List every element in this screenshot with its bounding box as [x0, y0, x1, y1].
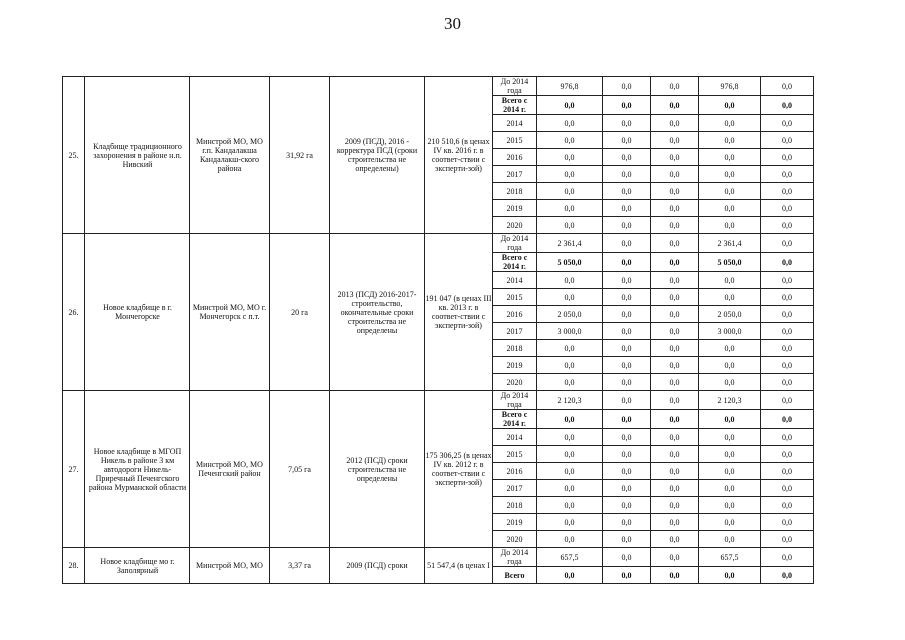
year-label: 2016: [493, 306, 537, 323]
amount-cell: 0,0: [651, 166, 699, 183]
year-label: Всего с 2014 г.: [493, 253, 537, 272]
amount-cell: 0,0: [603, 374, 651, 391]
amount-cell: 0,0: [699, 567, 761, 584]
object-customer: Минстрой МО, МО г. Мончегорск с п.т.: [190, 234, 270, 391]
amount-cell: 0,0: [651, 446, 699, 463]
year-label: 2017: [493, 323, 537, 340]
amount-cell: 0,0: [603, 289, 651, 306]
amount-cell: 0,0: [651, 429, 699, 446]
amount-cell: 5 050,0: [699, 253, 761, 272]
amount-cell: 0,0: [537, 514, 603, 531]
object-period: 2009 (ПСД) сроки: [330, 548, 425, 584]
object-number: 25.: [63, 77, 85, 234]
amount-cell: 0,0: [761, 115, 814, 132]
amount-cell: 0,0: [603, 306, 651, 323]
amount-cell: 0,0: [603, 514, 651, 531]
amount-cell: 2 361,4: [537, 234, 603, 253]
amount-cell: 0,0: [537, 132, 603, 149]
amount-cell: 0,0: [699, 497, 761, 514]
amount-cell: 0,0: [651, 183, 699, 200]
object-area: 20 га: [270, 234, 330, 391]
amount-cell: 0,0: [603, 446, 651, 463]
amount-cell: 2 120,3: [699, 391, 761, 410]
amount-cell: 0,0: [699, 531, 761, 548]
amount-cell: 0,0: [761, 357, 814, 374]
amount-cell: 0,0: [603, 391, 651, 410]
year-label: 2017: [493, 480, 537, 497]
object-customer: Минстрой МО, МО г.п. Кандалакша Кандалакш-ского района: [190, 77, 270, 234]
object-customer: Минстрой МО, МО Печенгский район: [190, 391, 270, 548]
amount-cell: 0,0: [761, 497, 814, 514]
table-row: [63, 234, 814, 253]
amount-cell: 0,0: [603, 149, 651, 166]
year-label: Всего с 2014 г.: [493, 410, 537, 429]
object-period: 2009 (ПСД), 2016 - корректура ПСД (сроки строительства не определены): [330, 77, 425, 234]
amount-cell: 0,0: [699, 410, 761, 429]
amount-cell: 0,0: [761, 289, 814, 306]
amount-cell: 5 050,0: [537, 253, 603, 272]
amount-cell: 0,0: [603, 234, 651, 253]
amount-cell: 0,0: [699, 514, 761, 531]
amount-cell: 0,0: [761, 166, 814, 183]
amount-cell: 0,0: [603, 77, 651, 96]
amount-cell: 0,0: [537, 272, 603, 289]
budget-table: [62, 76, 814, 584]
amount-cell: 0,0: [761, 217, 814, 234]
amount-cell: 0,0: [603, 531, 651, 548]
amount-cell: 0,0: [651, 374, 699, 391]
amount-cell: 0,0: [761, 253, 814, 272]
amount-cell: 0,0: [761, 96, 814, 115]
amount-cell: 0,0: [761, 340, 814, 357]
amount-cell: 0,0: [699, 272, 761, 289]
table-row: [63, 548, 814, 567]
year-label: 2014: [493, 115, 537, 132]
amount-cell: 0,0: [651, 200, 699, 217]
year-label: 2020: [493, 531, 537, 548]
year-label: 2020: [493, 217, 537, 234]
amount-cell: 0,0: [699, 429, 761, 446]
amount-cell: 657,5: [537, 548, 603, 567]
amount-cell: 0,0: [603, 200, 651, 217]
amount-cell: 0,0: [761, 200, 814, 217]
amount-cell: 0,0: [699, 480, 761, 497]
year-label: 2014: [493, 272, 537, 289]
amount-cell: 0,0: [651, 410, 699, 429]
year-label: 2015: [493, 132, 537, 149]
amount-cell: 0,0: [603, 253, 651, 272]
amount-cell: 0,0: [651, 217, 699, 234]
amount-cell: 0,0: [537, 480, 603, 497]
amount-cell: 0,0: [603, 132, 651, 149]
amount-cell: 0,0: [651, 391, 699, 410]
amount-cell: 0,0: [537, 149, 603, 166]
amount-cell: 0,0: [537, 289, 603, 306]
amount-cell: 0,0: [603, 166, 651, 183]
amount-cell: 0,0: [761, 77, 814, 96]
amount-cell: 0,0: [651, 132, 699, 149]
amount-cell: 0,0: [699, 96, 761, 115]
object-name: Новое кладбище в МГОП Никель в районе 3 км автодороги Никель-Приречный Печенгского района Мурманской области: [85, 391, 190, 548]
year-label: 2014: [493, 429, 537, 446]
amount-cell: 3 000,0: [699, 323, 761, 340]
amount-cell: 0,0: [699, 149, 761, 166]
amount-cell: 657,5: [699, 548, 761, 567]
amount-cell: 0,0: [603, 217, 651, 234]
budget-table-body: [63, 77, 814, 584]
object-name: Новое кладбище мо г. Заполярный: [85, 548, 190, 584]
amount-cell: 0,0: [537, 200, 603, 217]
object-area: 7,05 га: [270, 391, 330, 548]
amount-cell: 0,0: [603, 183, 651, 200]
object-cost: 191 047 (в ценах III кв. 2013 г. в соответ-ствии с эксперти-зой): [425, 234, 493, 391]
amount-cell: 0,0: [603, 96, 651, 115]
amount-cell: 0,0: [651, 115, 699, 132]
object-area: 31,92 га: [270, 77, 330, 234]
year-label: До 2014 года: [493, 77, 537, 96]
amount-cell: 0,0: [537, 115, 603, 132]
year-label: 2016: [493, 149, 537, 166]
amount-cell: 0,0: [651, 548, 699, 567]
amount-cell: 0,0: [651, 253, 699, 272]
amount-cell: 0,0: [761, 548, 814, 567]
amount-cell: 0,0: [651, 306, 699, 323]
object-name: Кладбище традиционного захоронения в районе н.п. Нивский: [85, 77, 190, 234]
amount-cell: 2 050,0: [699, 306, 761, 323]
amount-cell: 0,0: [603, 463, 651, 480]
amount-cell: 0,0: [537, 410, 603, 429]
amount-cell: 0,0: [761, 480, 814, 497]
amount-cell: 0,0: [537, 183, 603, 200]
amount-cell: 0,0: [699, 357, 761, 374]
amount-cell: 0,0: [537, 374, 603, 391]
amount-cell: 0,0: [651, 463, 699, 480]
amount-cell: 0,0: [651, 272, 699, 289]
amount-cell: 0,0: [761, 374, 814, 391]
amount-cell: 0,0: [537, 166, 603, 183]
object-cost: 51 547,4 (в ценах I: [425, 548, 493, 584]
amount-cell: 0,0: [699, 115, 761, 132]
amount-cell: 0,0: [537, 96, 603, 115]
amount-cell: 0,0: [651, 234, 699, 253]
amount-cell: 976,8: [699, 77, 761, 96]
amount-cell: 0,0: [761, 272, 814, 289]
year-label: 2019: [493, 357, 537, 374]
amount-cell: 0,0: [699, 289, 761, 306]
amount-cell: 0,0: [651, 514, 699, 531]
amount-cell: 0,0: [699, 132, 761, 149]
amount-cell: 0,0: [761, 567, 814, 584]
amount-cell: 2 361,4: [699, 234, 761, 253]
amount-cell: 0,0: [761, 514, 814, 531]
page-number: 30: [444, 14, 461, 33]
object-customer: Минстрой МО, МО: [190, 548, 270, 584]
amount-cell: 0,0: [603, 272, 651, 289]
year-label: Всего: [493, 567, 537, 584]
amount-cell: 0,0: [651, 323, 699, 340]
amount-cell: 0,0: [603, 429, 651, 446]
year-label: 2019: [493, 514, 537, 531]
amount-cell: 0,0: [537, 340, 603, 357]
amount-cell: 0,0: [537, 531, 603, 548]
year-label: 2018: [493, 183, 537, 200]
amount-cell: 0,0: [651, 77, 699, 96]
amount-cell: 0,0: [537, 446, 603, 463]
amount-cell: 0,0: [699, 446, 761, 463]
amount-cell: 0,0: [651, 357, 699, 374]
amount-cell: 0,0: [761, 234, 814, 253]
amount-cell: 0,0: [603, 323, 651, 340]
amount-cell: 0,0: [761, 149, 814, 166]
amount-cell: 0,0: [651, 497, 699, 514]
amount-cell: 0,0: [761, 531, 814, 548]
amount-cell: 0,0: [537, 429, 603, 446]
amount-cell: 0,0: [651, 289, 699, 306]
amount-cell: 0,0: [651, 480, 699, 497]
object-number: 26.: [63, 234, 85, 391]
amount-cell: 2 050,0: [537, 306, 603, 323]
amount-cell: 0,0: [537, 217, 603, 234]
amount-cell: 976,8: [537, 77, 603, 96]
amount-cell: 2 120,3: [537, 391, 603, 410]
amount-cell: 0,0: [651, 149, 699, 166]
amount-cell: 0,0: [761, 391, 814, 410]
amount-cell: 0,0: [699, 340, 761, 357]
amount-cell: 0,0: [651, 96, 699, 115]
year-label: До 2014 года: [493, 234, 537, 253]
object-period: 2013 (ПСД) 2016-2017- строительство, окончательные сроки строительства не определены: [330, 234, 425, 391]
amount-cell: 0,0: [603, 548, 651, 567]
amount-cell: 0,0: [603, 340, 651, 357]
amount-cell: 0,0: [699, 183, 761, 200]
object-number: 27.: [63, 391, 85, 548]
amount-cell: 0,0: [603, 115, 651, 132]
amount-cell: 0,0: [603, 497, 651, 514]
year-label: 2018: [493, 497, 537, 514]
year-label: 2017: [493, 166, 537, 183]
amount-cell: 0,0: [537, 463, 603, 480]
year-label: До 2014 года: [493, 391, 537, 410]
amount-cell: 0,0: [761, 323, 814, 340]
amount-cell: 0,0: [537, 497, 603, 514]
object-number: 28.: [63, 548, 85, 584]
year-label: 2016: [493, 463, 537, 480]
object-period: 2012 (ПСД) сроки строительства не определены: [330, 391, 425, 548]
object-cost: 175 306,25 (в ценах IV кв. 2012 г. в соответ-ствии с эксперти-зой): [425, 391, 493, 548]
amount-cell: 0,0: [699, 200, 761, 217]
year-label: 2020: [493, 374, 537, 391]
amount-cell: 0,0: [603, 357, 651, 374]
amount-cell: 3 000,0: [537, 323, 603, 340]
object-area: 3,37 га: [270, 548, 330, 584]
amount-cell: 0,0: [699, 217, 761, 234]
amount-cell: 0,0: [603, 567, 651, 584]
table-row: [63, 77, 814, 96]
amount-cell: 0,0: [699, 166, 761, 183]
amount-cell: 0,0: [603, 410, 651, 429]
amount-cell: 0,0: [761, 410, 814, 429]
amount-cell: 0,0: [651, 340, 699, 357]
object-cost: 210 510,6 (в ценах IV кв. 2016 г. в соответ-ствии с эксперти-зой): [425, 77, 493, 234]
amount-cell: 0,0: [761, 132, 814, 149]
year-label: 2015: [493, 446, 537, 463]
year-label: 2019: [493, 200, 537, 217]
amount-cell: 0,0: [537, 567, 603, 584]
amount-cell: 0,0: [651, 531, 699, 548]
amount-cell: 0,0: [537, 357, 603, 374]
year-label: Всего с 2014 г.: [493, 96, 537, 115]
amount-cell: 0,0: [761, 446, 814, 463]
amount-cell: 0,0: [603, 480, 651, 497]
year-label: До 2014 года: [493, 548, 537, 567]
amount-cell: 0,0: [699, 374, 761, 391]
amount-cell: 0,0: [761, 429, 814, 446]
amount-cell: 0,0: [699, 463, 761, 480]
amount-cell: 0,0: [761, 183, 814, 200]
year-label: 2018: [493, 340, 537, 357]
amount-cell: 0,0: [761, 306, 814, 323]
year-label: 2015: [493, 289, 537, 306]
amount-cell: 0,0: [761, 463, 814, 480]
amount-cell: 0,0: [651, 567, 699, 584]
table-row: [63, 391, 814, 410]
object-name: Новое кладбище в г. Мончегорске: [85, 234, 190, 391]
